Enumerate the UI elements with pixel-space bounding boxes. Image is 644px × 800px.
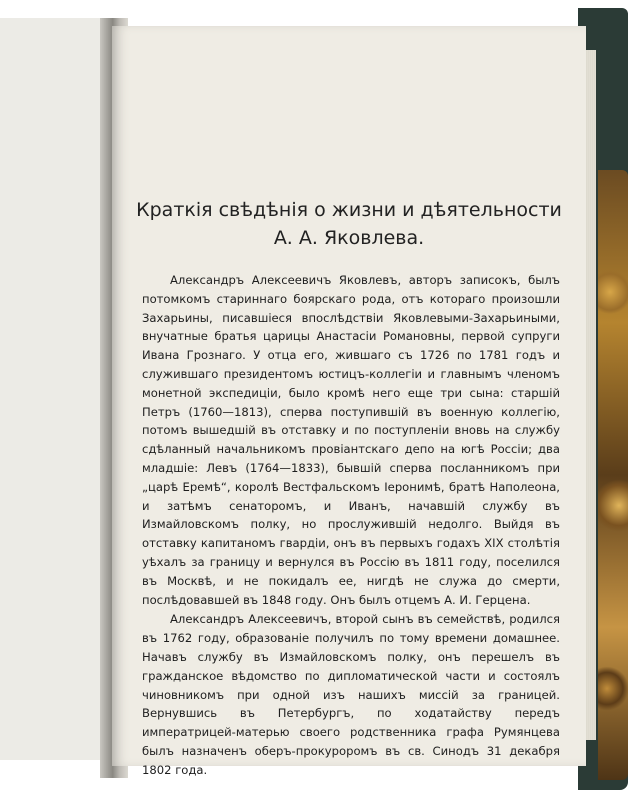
paragraph: Александръ Алексеевичъ, второй сынъ въ семействѣ, родился въ 1762 году, образованіе получилъ по тому времени домашнее. Начавъ службу въ Измайловскомъ полку, онъ перешелъ въ гражданское вѣдомство по дипломатической части и состоялъ чиновникомъ при одной изъ нашихъ миссій за границей. Вернувшись въ Петербургъ, по ходатайству передъ императрицей-матерью своего родственника графа Румянцева былъ назначенъ оберъ-прокуроромъ въ св. Синодъ 31 декабря 1802 года. [142,612,560,777]
body-text [142,271,560,780]
chapter-heading [112,196,586,252]
marbled-endpaper [598,170,628,780]
paragraph: Александръ Алексеевичъ Яковлевъ, авторъ записокъ, былъ потомкомъ стариннаго боярскаго рода, отъ котораго произошли Захарьины, писавшіеся впослѣдствіи Яковлевыми-Захарьиными, внучатные братья царицы Анастасіи Романовны, первой супруги Ивана Грознаго. У отца его, жившаго съ 1726 по 1781 годъ и служившаго президентомъ юстицъ-коллегіи и главнымъ членомъ монетной экспедиціи, было кромѣ него еще три сына: старшій Петръ (1760—1813), сперва поступившій въ военную коллегію, потомъ вышедшій въ отставку и по поступленіи вновь на службу сдѣланный начальникомъ провіантскаго депо на югѣ Россіи; два младшіе: Левъ (1764—1833), бывшій сперва посланникомъ при „царѣ Еремѣ“, королѣ Вестфальскомъ Іеронимѣ, братѣ Наполеона, и затѣмъ сенаторомъ, и Иванъ, начавшій службу въ Измайловскомъ полку, но прослужившій недолго. Выйдя въ отставку капитаномъ гвардіи, онъ въ первыхъ годахъ XIX столѣтія уѣхалъ за границу и вернулся въ Россію въ 1811 году, поселился въ Москвѣ, и не покидалъ ее, нигдѣ не служа до смерти, послѣдовавшей въ 1848 году. Онъ былъ отцемъ А. И. Герцена. [142,273,560,607]
heading-line-2: А. А. Яковлева. [273,227,425,249]
left-page [0,18,114,760]
heading-line-1: Краткія свѣдѣнія о жизни и дѣятельности [136,199,562,221]
